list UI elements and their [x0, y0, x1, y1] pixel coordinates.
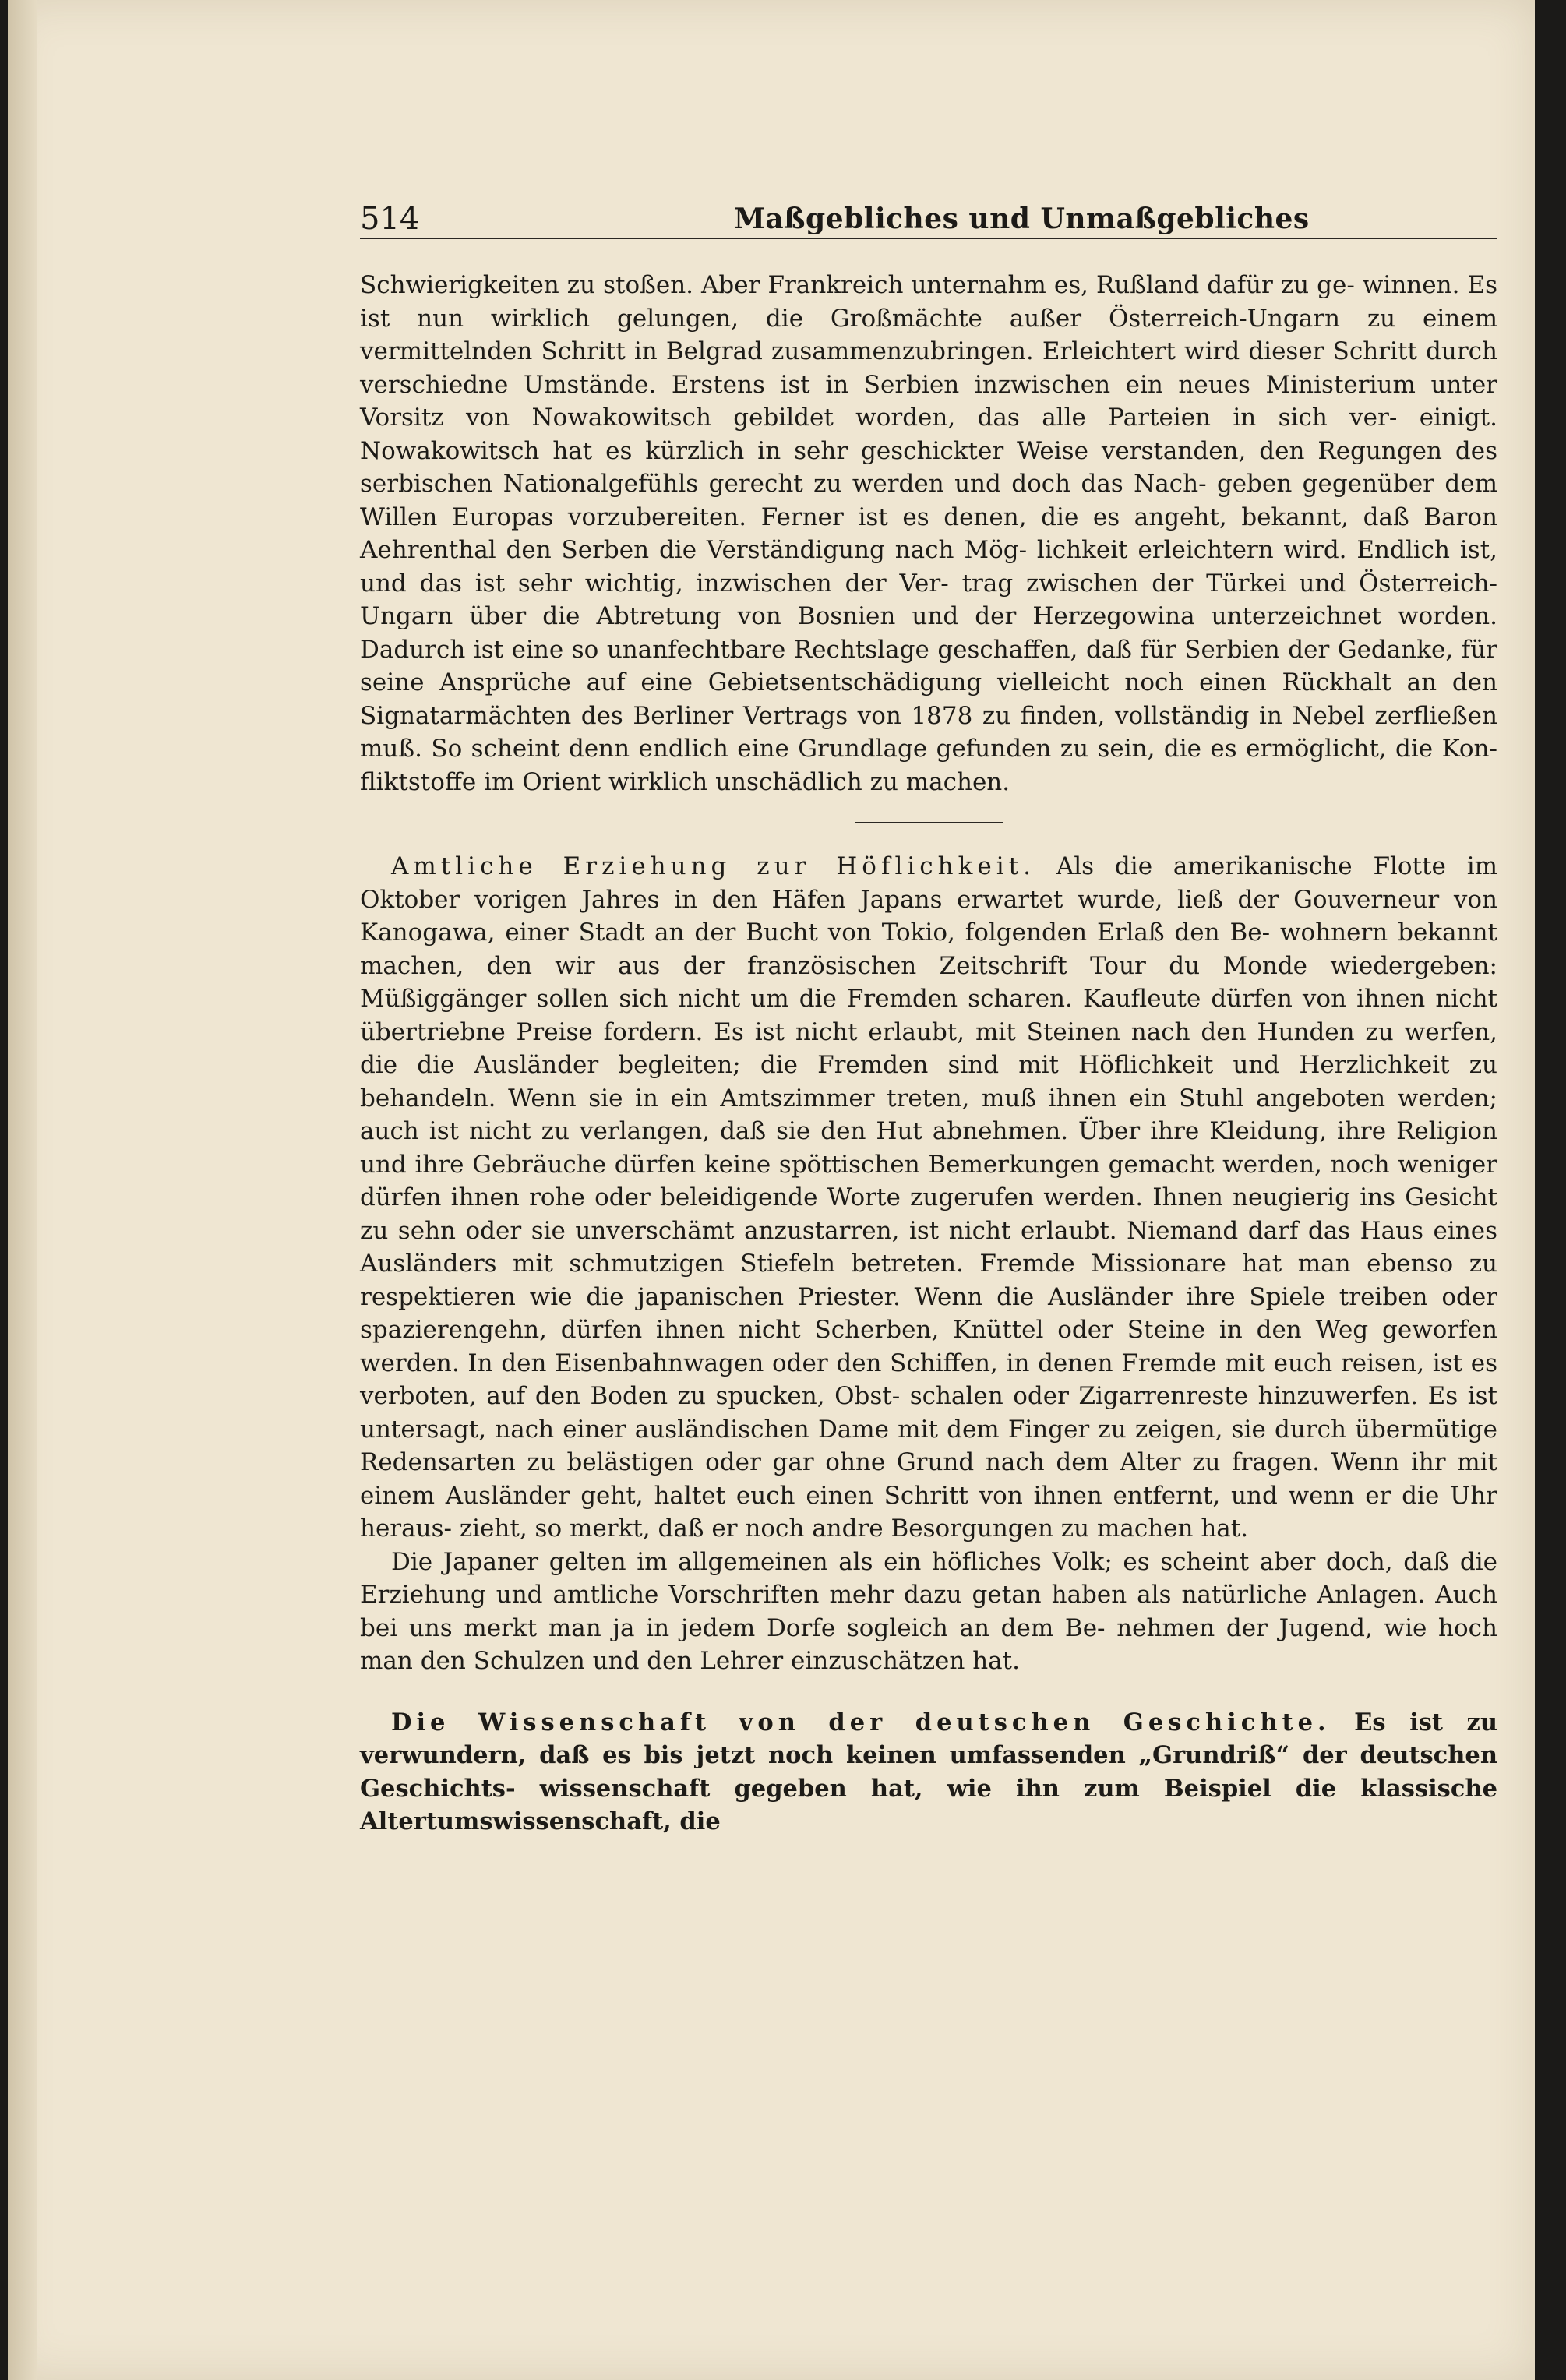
paragraph-continuation: Schwierigkeiten zu stoßen. Aber Frankreich unternahm es, Rußland dafür zu ge- winnen. Es ist nun wirklich gelungen, die Großmächte außer Österreich-Ungarn zu einem vermittelnden Schritt in Belgrad zusammenzubringen. Erleichtert wird dieser Schritt durch verschiedne Umstände. Erstens ist in Serbien inzwischen ein neues Ministerium unter Vorsitz von Nowakowitsch gebildet worden, das alle Parteien in sich ver- einigt. Nowakowitsch hat es kürzlich in sehr geschickter Weise verstanden, den Regungen des serbischen Nationalgefühls gerecht zu werden und doch das Nach- geben gegenüber dem Willen Europas vorzubereiten. Ferner ist es denen, die es angeht, bekannt, daß Baron Aehrenthal den Serben die Verständigung nach Mög- lichkeit erleichtern wird. Endlich ist, und das ist sehr wichtig, inzwischen der Ver- trag zwischen der Türkei und Österreich-Ungarn über die Abtretung von Bosnien und der Herzegowina unterzeichnet worden. Dadurch ist eine so unanfechtbare Rechtslage geschaffen, daß für Serbien der Gedanke, für seine Ansprüche auf eine Gebietsentschädigung vielleicht noch einen Rückhalt an den Signatarmächten des Berliner Vertrags von 1878 zu finden, vollständig in Nebel zerfließen muß. So scheint denn endlich eine Grundlage gefunden zu sein, die es ermöglicht, die Kon- fliktstoffe im Orient wirklich unschädlich zu machen. [360, 271, 1497, 796]
page-header [360, 195, 1497, 237]
paragraph-history-text: Es ist zu verwundern, daß es bis jetzt noch keinen umfassenden „Grundriß“ der deutschen Geschichts- wissenschaft gegeben hat, wie ihn zum Beispiel die klassische Altertumswissenschaft, die [360, 1708, 1497, 1835]
paragraph-politeness-text: Als die amerikanische Flotte im Oktober vorigen Jahres in den Häfen Japans erwartet wurde, ließ der Gouverneur von Kanogawa, einer Stadt an der Bucht von Tokio, folgenden Erlaß den Be- wohnern bekannt machen, den wir aus der französischen Zeitschrift Tour du Monde wiedergeben: Müßiggänger sollen sich nicht um die Fremden scharen. Kaufleute dürfen von ihnen nicht übertriebne Preise fordern. Es ist nicht erlaubt, mit Steinen nach den Hunden zu werfen, die die Ausländer begleiten; die Fremden sind mit Höflichkeit und Herzlichkeit zu behandeln. Wenn sie in ein Amtszimmer treten, muß ihnen ein Stuhl angeboten werden; auch ist nicht zu verlangen, daß sie den Hut abnehmen. Über ihre Kleidung, ihre Religion und ihre Gebräuche dürfen keine spöttischen Bemerkungen gemacht werden, noch weniger dürfen ihnen rohe oder beleidigende Worte zugerufen werden. Ihnen neugierig ins Gesicht zu sehn oder sie unverschämt anzustarren, ist nicht erlaubt. Niemand darf das Haus eines Ausländers mit schmutzigen Stiefeln betreten. Fremde Missionare hat man ebenso zu respektieren wie die japanischen Priester. Wenn die Ausländer ihre Spiele treiben oder spazierengehn, dürfen ihnen nicht Scherben, Knüttel oder Steine in den Weg geworfen werden. In den Eisenbahnwagen oder den Schiffen, in denen Fremde mit euch reisen, ist es verboten, auf den Boden zu spucken, Obst- schalen oder Zigarrenreste hinzuwerfen. Es ist untersagt, nach einer ausländischen Dame mit dem Finger zu zeigen, sie durch übermütige Redensarten zu belästigen oder gar ohne Grund nach dem Alter zu fragen. Wenn ihr mit einem Ausländer geht, haltet euch einen Schritt von ihnen entfernt, und wenn er die Uhr heraus- zieht, so merkt, daß er noch andre Besorgungen zu machen hat. [360, 852, 1498, 1543]
page-gutter [8, 0, 37, 2380]
header-rule [360, 238, 1497, 239]
section-divider [855, 822, 1003, 823]
paragraph-politeness [360, 850, 1497, 1546]
section-title-politeness: Amtliche Erziehung zur Höflichkeit. [391, 852, 1035, 880]
body-text [360, 269, 1497, 1839]
page-number: 514 [360, 201, 420, 237]
paragraph-history [360, 1706, 1497, 1839]
running-head: Maßgebliches und Unmaßgebliches [734, 203, 1310, 235]
paragraph-japanese: Die Japaner gelten im allgemeinen als ein höfliches Volk; es scheint aber doch, daß die Erziehung und amtliche Vorschriften mehr dazu getan haben als natürliche Anlagen. Auch bei uns merkt man ja in jedem Dorfe sogleich an dem Be- nehmen der Jugend, wie hoch man den Schulzen und den Lehrer einzuschätzen hat. [360, 1547, 1497, 1675]
section-title-history: Die Wissenschaft von der deutschen Geschichte. [391, 1708, 1331, 1737]
